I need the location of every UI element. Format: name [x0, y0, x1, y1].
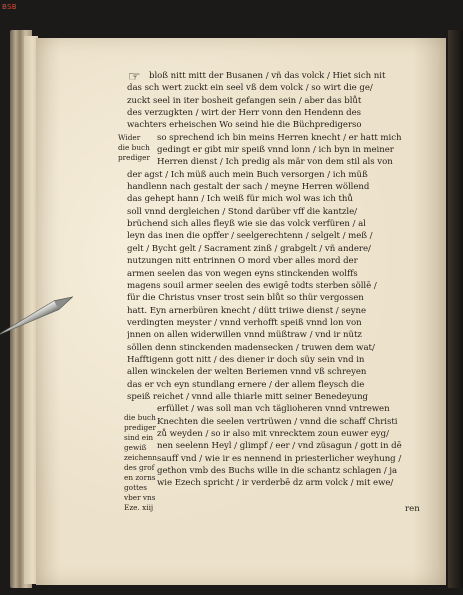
text-line: so sprechend ich bin meins Herren knecht / er hatt mich	[157, 132, 402, 143]
text-line: nen seelenn Heyl / glimpf / eer / vnd züsagun / gott in dē	[157, 441, 402, 452]
text-line: armen seelen das von wegen eyns stinckenden wolffs	[127, 268, 358, 279]
page-text	[127, 70, 427, 490]
text-line: wachters erheischen Wo seind hie die Büchpredigerso	[127, 120, 362, 131]
text-line: nutzungen nitt entrinnen O mord vber alles mord der	[127, 256, 358, 267]
text-line: hatt. Eyn arnerbüren knecht / dütt triiwe dienst / seyne	[127, 305, 367, 316]
text-line: verdingten meyster / vnnd verhofft speiß vnnd lon von	[127, 317, 362, 328]
text-line: zuckt seel in iter bosheit gefangen sein / aber das blůt	[127, 95, 362, 106]
text-line: jnnen on allen widerwillen vnnd müßtraw / vnd ir nütz	[127, 330, 362, 341]
margin-note-line: des grof	[124, 463, 155, 472]
catchword: ren	[405, 504, 420, 514]
margin-note-line: zeichenn	[124, 453, 157, 462]
margin-note-line: vber vns	[124, 493, 156, 502]
margin-note-line: die buch	[124, 413, 156, 422]
text-line: erfüllet / was soll man vch täglioheren vnnd vntrewen	[157, 404, 390, 415]
text-line: soll vnnd dergleichen / Stond darüber vff die kantzle/	[127, 206, 357, 217]
text-line: handlenn nach gestalt der sach / meyne Herren wöllend	[127, 182, 370, 193]
text-line: leyn das inen die opffer / seelgerechtenn / selgelt / meß /	[127, 231, 373, 242]
margin-note-line: die buch	[118, 143, 150, 152]
margin-note-line: prediger	[124, 423, 156, 432]
text-line: allen winckelen der welten Beriemen vnnd vß schreyen	[127, 367, 367, 378]
margin-note-line: Wider	[118, 133, 141, 142]
text-line: wie Ezech spricht / ir verderbē dz arm volck / mit ewe/	[157, 478, 394, 489]
margin-note-line: Eze. xiij	[124, 503, 154, 512]
margin-note-top	[118, 133, 158, 163]
margin-note-line: prediger	[118, 153, 150, 162]
margin-note-line: en zorns	[124, 473, 156, 482]
text-line: Herren dienst / Ich predig als mär von dem stil als von	[157, 157, 393, 168]
text-line: Hafftigenn gott nitt / des diener ir doch süy sein vnd in	[127, 354, 365, 365]
text-line: gedingt er gibt mir speiß vnnd lonn / ich byn in meiner	[157, 145, 394, 156]
text-line: das er vch eyn stundlang ernere / der allem fleysch die	[127, 379, 365, 390]
text-line: des verzugkten / wirt der Herr vonn den Hendenn des	[127, 108, 361, 119]
text-line: der agst / Ich müß auch mein Buch versorgen / ich müß	[127, 169, 368, 180]
margin-note-line: sind ein	[124, 433, 154, 442]
margin-note-line: gewiß	[124, 443, 147, 452]
text-line: zů weyden / so ir also mit vnrecktem zoun euwer eyg/	[157, 428, 389, 439]
text-line: gethon vmb des Buchs wille in die schantz schlagen / ja	[157, 466, 398, 476]
margin-note-line: gottes	[124, 483, 147, 492]
text-line: das gehept hann / Ich weiß für mich wol was ich thů	[127, 194, 353, 205]
library-watermark-label: BSB	[2, 3, 17, 11]
text-line: für die Christus vnser trost sein blůt so thür vergossen	[127, 293, 364, 304]
text-line: magens souil armer seelen des ewigē todts sterben söllē /	[127, 280, 377, 291]
text-line: gelt / Bycht gelt / Sacrament zinß / grabgelt / vñ andere/	[127, 243, 371, 254]
text-line: bloß nitt mitt der Busanen / vñ das volck / Hiet sich nit	[149, 71, 386, 81]
pointing-hand-icon: ☞	[128, 69, 141, 85]
text-line: das sch wert zuckt ein seel vß dem volck / so wirt die ge/	[127, 83, 373, 94]
text-line: speiß reichet / vnnd alle thiarle mitt seiner Benedeyung	[127, 391, 369, 402]
book-gutter-shadow	[448, 30, 463, 588]
text-line: söllen denn stinckenden madensecken / truwen dem wat/	[127, 342, 375, 353]
margin-note-bottom	[124, 413, 164, 513]
text-line: sauff vnd / wie ir es nennend in priesterlicher weyhung /	[157, 453, 402, 464]
text-line: Knechten die seelen vertrüwen / vnnd die schaff Christi	[157, 416, 398, 427]
text-line: brüchend sich alles fleyß wie sie das volck verfüren / al	[127, 219, 366, 230]
